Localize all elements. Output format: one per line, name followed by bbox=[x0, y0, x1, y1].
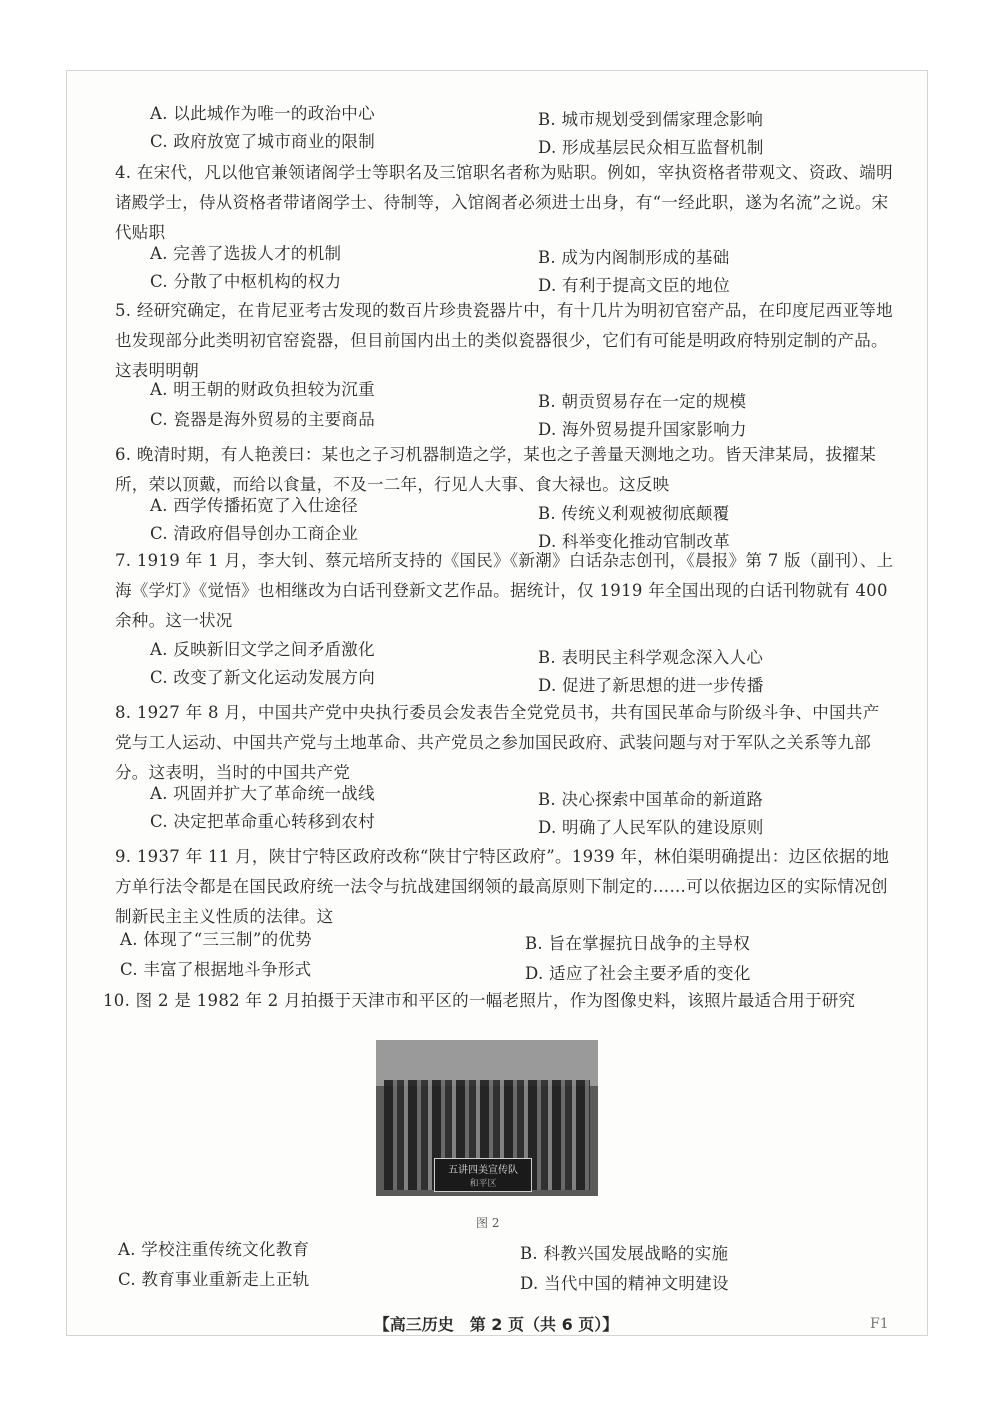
q9-option-d: D. 适应了社会主要矛盾的变化 bbox=[525, 964, 751, 983]
q6-option-b: B. 传统义利观被彻底颠覆 bbox=[538, 504, 730, 523]
q8-option-b: B. 决心探索中国革命的新道路 bbox=[538, 790, 764, 809]
q3-option-d: D. 形成基层民众相互监督机制 bbox=[538, 138, 764, 157]
page-footer: 【高三历史 第 2 页（共 6 页）】 bbox=[373, 1315, 619, 1334]
q4-option-a: A. 完善了选拔人才的机制 bbox=[150, 244, 342, 263]
q8-option-c: C. 决定把革命重心转移到农村 bbox=[150, 812, 376, 831]
q9-stem: 9. 1937 年 11 月，陕甘宁特区政府改称“陕甘宁特区政府”。1939 年，林伯渠明确提出：边区依据的地方单行法令都是在国民政府统一法令与抗战建国纲领的最高原则下制定的……可以依据边区的实际情况创制新民主主义性质的法律。这 bbox=[115, 847, 890, 926]
q6-option-d: D. 科举变化推动官制改革 bbox=[538, 532, 731, 551]
figure-caption: 图 2 bbox=[476, 1216, 500, 1230]
q7-stem: 7. 1919 年 1 月，李大钊、蔡元培所支持的《国民》《新潮》白话杂志创刊，《晨报》第 7 版（副刊）、上海《学灯》《觉悟》也相继改为白话刊登新文艺作品。据统计，仅 1919 年全国出现的白话刊物就有 400 余种。这一状况 bbox=[115, 551, 894, 630]
q6-option-c: C. 清政府倡导创办工商企业 bbox=[150, 524, 359, 543]
corner-mark: F1 bbox=[870, 1316, 889, 1332]
q7-option-b: B. 表明民主科学观念深入人心 bbox=[538, 648, 764, 667]
q9-option-c: C. 丰富了根据地斗争形式 bbox=[120, 960, 312, 979]
q6-option-a: A. 西学传播拓宽了入仕途径 bbox=[150, 496, 359, 515]
q9-option-b: B. 旨在掌握抗日战争的主导权 bbox=[525, 934, 751, 953]
q4-option-b: B. 成为内阁制形成的基础 bbox=[538, 248, 730, 267]
q10-option-a: A. 学校注重传统文化教育 bbox=[118, 1240, 310, 1259]
q9-option-a: A. 体现了“三三制”的优势 bbox=[120, 930, 312, 949]
q4-option-d: D. 有利于提高文臣的地位 bbox=[538, 276, 731, 295]
q8-option-d: D. 明确了人民军队的建设原则 bbox=[538, 818, 764, 837]
q8-option-a: A. 巩固并扩大了革命统一战线 bbox=[150, 784, 375, 803]
q7-option-a: A. 反映新旧文学之间矛盾激化 bbox=[150, 640, 375, 659]
photo-banner bbox=[434, 1158, 532, 1192]
q5-option-b: B. 朝贡贸易存在一定的规模 bbox=[538, 392, 747, 411]
q10-option-b: B. 科教兴国发展战略的实施 bbox=[520, 1244, 729, 1263]
q3-option-c: C. 政府放宽了城市商业的限制 bbox=[150, 132, 376, 151]
photo-banner-text: 五讲四美宣传队 bbox=[448, 1165, 518, 1176]
q10-stem: 10. 图 2 是 1982 年 2 月拍摄于天津市和平区的一幅老照片，作为图像史料，该照片最适合用于研究 bbox=[103, 991, 856, 1010]
q4-option-c: C. 分散了中枢机构的权力 bbox=[150, 272, 342, 291]
historical-photo bbox=[376, 1040, 598, 1196]
q6-stem: 6. 晚清时期，有人艳羡曰：某也之子习机器制造之学，某也之子善量天测地之功。皆天津某局，拔擢某所，荣以顶戴，而给以食量，不及一二年，行见人大事、食大禄也。这反映 bbox=[115, 445, 877, 494]
q3-option-a: A. 以此城作为唯一的政治中心 bbox=[150, 104, 375, 123]
q10-option-c: C. 教育事业重新走上正轨 bbox=[118, 1270, 310, 1289]
q7-option-c: C. 改变了新文化运动发展方向 bbox=[150, 668, 376, 687]
q5-stem: 5. 经研究确定，在肯尼亚考古发现的数百片珍贵瓷器片中，有十几片为明初官窑产品，在印度尼西亚等地也发现部分此类明初官窑瓷器，但目前国内出土的类似瓷器很少，它们有可能是明政府特别定制的产品。这表明明朝 bbox=[115, 301, 893, 380]
q3-option-b: B. 城市规划受到儒家理念影响 bbox=[538, 110, 764, 129]
q5-option-d: D. 海外贸易提升国家影响力 bbox=[538, 420, 747, 439]
q5-option-a: A. 明王朝的财政负担较为沉重 bbox=[150, 380, 375, 399]
q4-stem: 4. 在宋代，凡以他官兼领诸阁学士等职名及三馆职名者称为贴职。例如，宰执资格者带观文、资政、端明诸殿学士，侍从资格者带诸阁学士、待制等，入馆阁者必须进士出身，有“一经此职，遂为名流”之说。宋代贴职 bbox=[115, 163, 893, 242]
photo-banner-subtext: 和平区 bbox=[469, 1179, 497, 1189]
q10-option-d: D. 当代中国的精神文明建设 bbox=[520, 1274, 729, 1293]
q8-stem: 8. 1927 年 8 月，中国共产党中央执行委员会发表告全党党员书，共有国民革命与阶级斗争、中国共产党与工人运动、中国共产党与土地革命、共产党员之参加国民政府、武装问题与对于军队之关系等九部分。这表明，当时的中国共产党 bbox=[115, 703, 880, 782]
q5-option-c: C. 瓷器是海外贸易的主要商品 bbox=[150, 410, 376, 429]
q7-option-d: D. 促进了新思想的进一步传播 bbox=[538, 676, 764, 695]
